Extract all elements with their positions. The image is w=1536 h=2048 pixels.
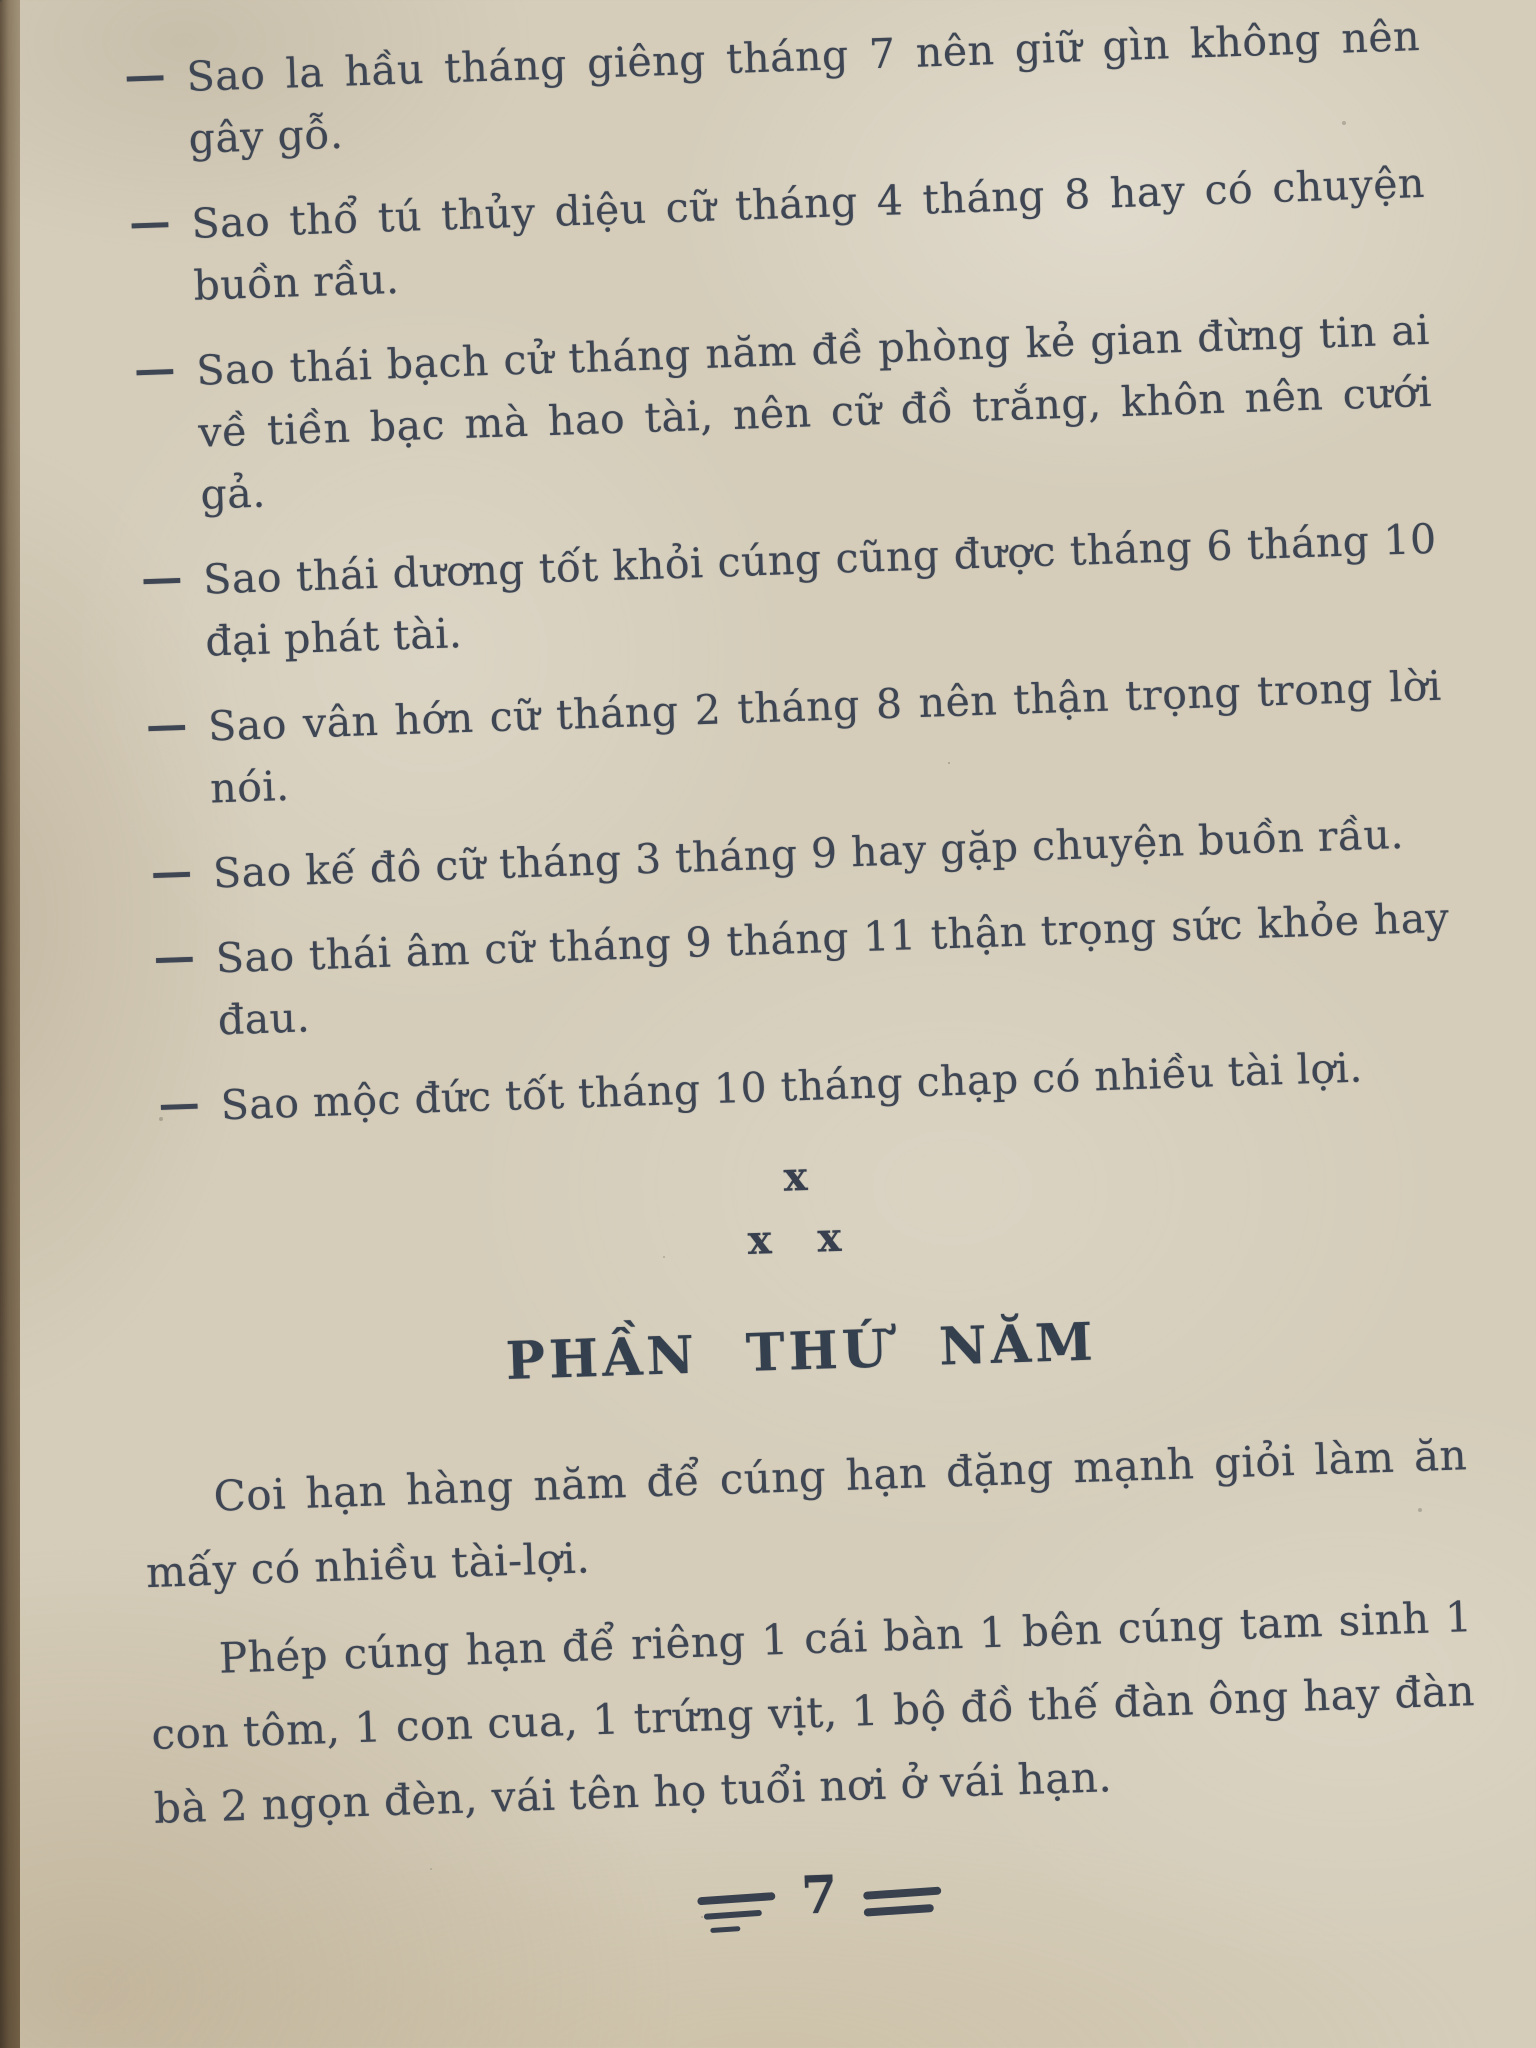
page-number-group: [696, 1866, 942, 1933]
list-item-text: Sao vân hớn cữ tháng 2 tháng 8 nên thận trọng trong lời nói.: [207, 661, 1443, 813]
list-item-text: Sao la hầu tháng giêng tháng 7 nên giữ gìn không nên gây gỗ.: [185, 12, 1421, 163]
list-item-text: Sao thổ tú thủy diệu cữ tháng 4 tháng 8 hay có chuyện buồn rầu.: [190, 158, 1426, 310]
list-item: [133, 299, 1434, 528]
list-item-text: Sao thái dương tốt khỏi cúng cũng được tháng 6 tháng 10 đại phát tài.: [202, 514, 1438, 666]
list-item: [128, 152, 1428, 319]
page-number: 7: [800, 1864, 839, 1927]
list-item-text: Sao kế đô cữ tháng 3 tháng 9 hay gặp chuyện buồn rầu.: [212, 809, 1405, 898]
list-item: [153, 887, 1452, 1054]
bullet-dash: —: [140, 553, 184, 603]
asterisk-ornament-top: x: [782, 1152, 809, 1201]
paragraph: Coi hạn hàng năm để cúng hạn đặng mạnh giỏi làm ăn mấy có nhiều tài-lợi.: [145, 1430, 1468, 1598]
list-item-text: Sao mộc đức tốt tháng 10 tháng chạp có nhiều tài lợi.: [219, 1043, 1364, 1130]
page-number-ornament-right: [863, 1888, 942, 1916]
list-item: [157, 1033, 1455, 1138]
asterisk-ornament-bottom: x x: [746, 1213, 859, 1264]
bullet-dash: —: [145, 700, 188, 750]
divider-ornament: [133, 1135, 1460, 1281]
bullet-dash: —: [128, 197, 172, 247]
list-item-text: Sao thái âm cữ tháng 9 tháng 11 thận trọng sức khỏe hay đau.: [215, 893, 1450, 1045]
section-heading: PHẦN THỨ NĂM: [504, 1311, 1098, 1393]
bullet-dash: —: [133, 344, 177, 394]
bullet-dash: —: [150, 847, 193, 897]
bullet-dash: —: [123, 50, 167, 100]
list-item: [123, 5, 1423, 172]
paper-speckles: [0, 0, 2, 2]
page-footer: [157, 1848, 1482, 1951]
page-number-ornament-left: [697, 1893, 776, 1933]
paragraph: Phép cúng hạn để riêng 1 cái bàn 1 bên cúng tam sinh 1 con tôm, 1 con cua, 1 trứng vịt, 1 bộ đồ thế đàn ông hay đàn bà 2 ngọn đèn, vái tên họ tuổi nơi ở vái hạn.: [150, 1592, 1476, 1833]
list-item: [150, 802, 1447, 907]
list-item-text: Sao thái bạch cử tháng năm đề phòng kẻ gian đừng tin ai về tiền bạc mà hao tài, nên cữ đồ trắng, khôn nên cưới gả.: [195, 305, 1433, 519]
list-item: [145, 655, 1444, 822]
bullet-dash: —: [153, 932, 196, 982]
star-omen-list: [96, 5, 1455, 1139]
bullet-dash: —: [157, 1079, 201, 1129]
list-item: [140, 508, 1439, 675]
